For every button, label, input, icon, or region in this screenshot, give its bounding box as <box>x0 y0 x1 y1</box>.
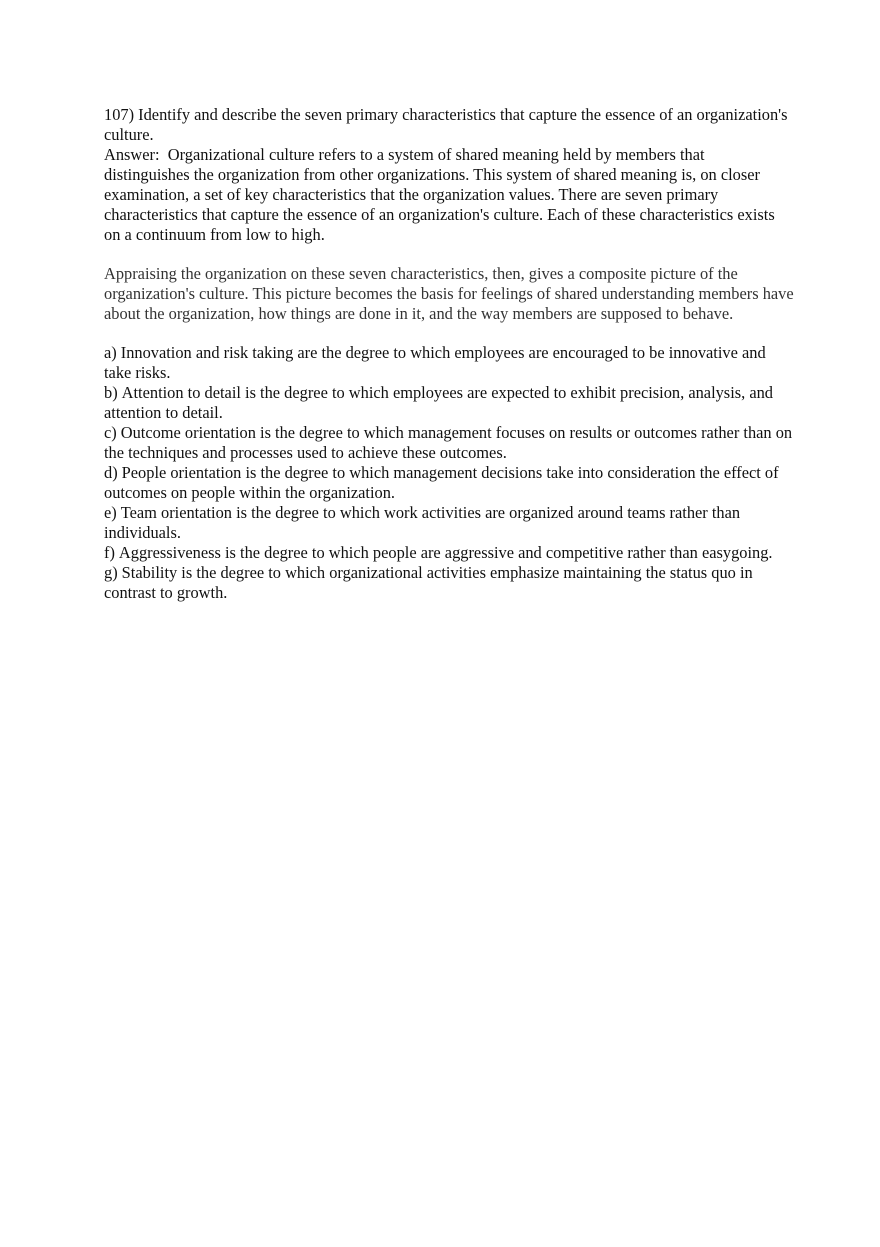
list-item <box>104 423 794 463</box>
list-item-letter: g) <box>104 563 118 582</box>
list-item-text: Team orientation is the degree to which work activities are organized around teams rather than individuals. <box>104 503 741 542</box>
list-item <box>104 503 794 543</box>
list-item-letter: b) <box>104 383 118 402</box>
list-item-letter: d) <box>104 463 118 482</box>
list-item <box>104 383 794 423</box>
list-item <box>104 543 794 563</box>
list-item-letter: e) <box>104 503 117 522</box>
list-item <box>104 463 794 503</box>
list-item-letter: c) <box>104 423 117 442</box>
answer-intro-text: Organizational culture refers to a system of shared meaning held by members that distinguishes the organization from other organizations. This system of shared meaning is, on closer examination, a set of key characteristics that the organization values. There are seven primary characteristics that capture the essence of an organization's culture. Each of these characteristics exists on a continuum from low to high. <box>104 145 775 244</box>
list-item-letter: a) <box>104 343 117 362</box>
list-item <box>104 343 794 383</box>
list-item-text: Aggressiveness is the degree to which people are aggressive and competitive rather than easygoing. <box>118 543 773 562</box>
answer-intro <box>104 145 794 245</box>
document-page <box>104 105 794 603</box>
list-item-letter: f) <box>104 543 115 562</box>
paragraph-gap <box>104 245 794 264</box>
list-item-text: Outcome orientation is the degree to which management focuses on results or outcomes rather than on the techniques and processes used to achieve these outcomes. <box>104 423 793 462</box>
list-item-text: Attention to detail is the degree to which employees are expected to exhibit precision, analysis, and attention to detail. <box>104 383 773 422</box>
characteristics-list <box>104 343 794 603</box>
paragraph-gap <box>104 324 794 343</box>
list-item-text: Innovation and risk taking are the degree to which employees are encouraged to be innovative and take risks. <box>104 343 766 382</box>
answer-label: Answer: <box>104 145 160 164</box>
question-text: 107) Identify and describe the seven primary characteristics that capture the essence of an organization's culture. <box>104 105 788 144</box>
list-item-text: People orientation is the degree to which management decisions take into consideration the effect of outcomes on people within the organization. <box>104 463 779 502</box>
appraisal-paragraph: Appraising the organization on these seven characteristics, then, gives a composite picture of the organization's culture. This picture becomes the basis for feelings of shared understanding members have about the organization, how things are done in it, and the way members are supposed to behave. <box>104 264 794 323</box>
list-item-text: Stability is the degree to which organizational activities emphasize maintaining the status quo in contrast to growth. <box>104 563 753 602</box>
list-item <box>104 563 794 603</box>
